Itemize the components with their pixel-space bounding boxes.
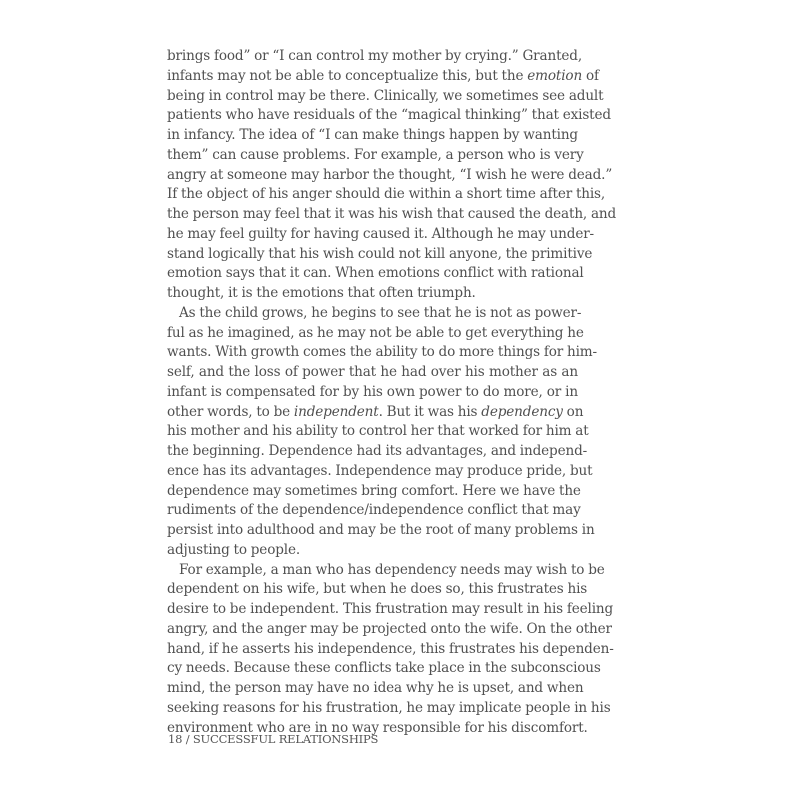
text-line: environment who are in no way responsible for his discomfort. xyxy=(167,719,588,736)
text-line: wants. With growth comes the ability to do more things for him- xyxy=(167,344,597,361)
text-line: mind, the person may have no idea why he is upset, and when xyxy=(167,680,584,696)
text-line: other words, to be independent. But it was his dependency on xyxy=(167,403,584,420)
text-line: hand, if he asserts his independence, this frustrates his dependen- xyxy=(167,640,614,657)
text-line: As the child grows, he begins to see that he is not as power- xyxy=(179,304,582,321)
running-footer: 18 / SUCCESSFUL RELATIONSHIPS xyxy=(168,732,379,746)
paragraph xyxy=(167,47,617,304)
text-line: ful as he imagined, as he may not be able to get everything he xyxy=(167,324,584,341)
text-line: in infancy. The idea of “I can make things happen by wanting xyxy=(167,127,578,143)
emphasis: emotion xyxy=(527,67,583,84)
paragraph xyxy=(167,561,614,739)
text-line: desire to be independent. This frustration may result in his feeling xyxy=(167,601,614,617)
text-line: brings food” or “I can control my mother by crying.” Granted, xyxy=(167,48,583,64)
text-line: cy needs. Because these conflicts take place in the subconscious xyxy=(167,660,601,677)
text-line: dependent on his wife, but when he does so, this frustrates his xyxy=(167,581,588,598)
text-line: his mother and his ability to control her that worked for him at xyxy=(167,423,589,440)
text-line: ence has its advantages. Independence may produce pride, but xyxy=(167,462,593,479)
text-line: the beginning. Dependence had its advantages, and independ- xyxy=(167,443,588,459)
text-line: If the object of his anger should die within a short time after this, xyxy=(167,186,606,203)
emphasis: independent xyxy=(293,403,379,420)
text-line: the person may feel that it was his wish that caused the death, and xyxy=(167,206,617,222)
text-line: stand logically that his wish could not kill anyone, the primitive xyxy=(167,245,593,262)
text-line: thought, it is the emotions that often triumph. xyxy=(167,285,476,301)
text-line: self, and the loss of power that he had over his mother as an xyxy=(167,364,578,380)
text-line: rudiments of the dependence/independence conflict that may xyxy=(167,502,581,519)
text-line: them” can cause problems. For example, a person who is very xyxy=(167,146,584,163)
text-line: infant is compensated for by his own power to do more, or in xyxy=(167,383,578,400)
text-line: dependence may sometimes bring comfort. Here we have the xyxy=(167,482,581,499)
text-line: being in control may be there. Clinically, we sometimes see adult xyxy=(167,87,604,104)
text-line: emotion says that it can. When emotions conflict with rational xyxy=(167,265,584,282)
text-line: patients who have residuals of the “magical thinking” that existed xyxy=(167,107,611,124)
text-line: angry, and the anger may be projected onto the wife. On the other xyxy=(167,620,612,637)
text-line: adjusting to people. xyxy=(167,541,301,558)
text-line: For example, a man who has dependency needs may wish to be xyxy=(179,561,605,578)
text-line: seeking reasons for his frustration, he may implicate people in his xyxy=(167,699,611,716)
text-line: persist into adulthood and may be the root of many problems in xyxy=(167,522,595,538)
text-line: angry at someone may harbor the thought, “I wish he were dead.” xyxy=(167,166,613,183)
text-line: he may feel guilty for having caused it. Although he may under- xyxy=(167,225,595,242)
paragraph xyxy=(167,304,597,561)
page-body xyxy=(167,47,617,738)
text-line: infants may not be able to conceptualize this, but the emotion of xyxy=(167,67,599,84)
emphasis: dependency xyxy=(481,403,563,420)
